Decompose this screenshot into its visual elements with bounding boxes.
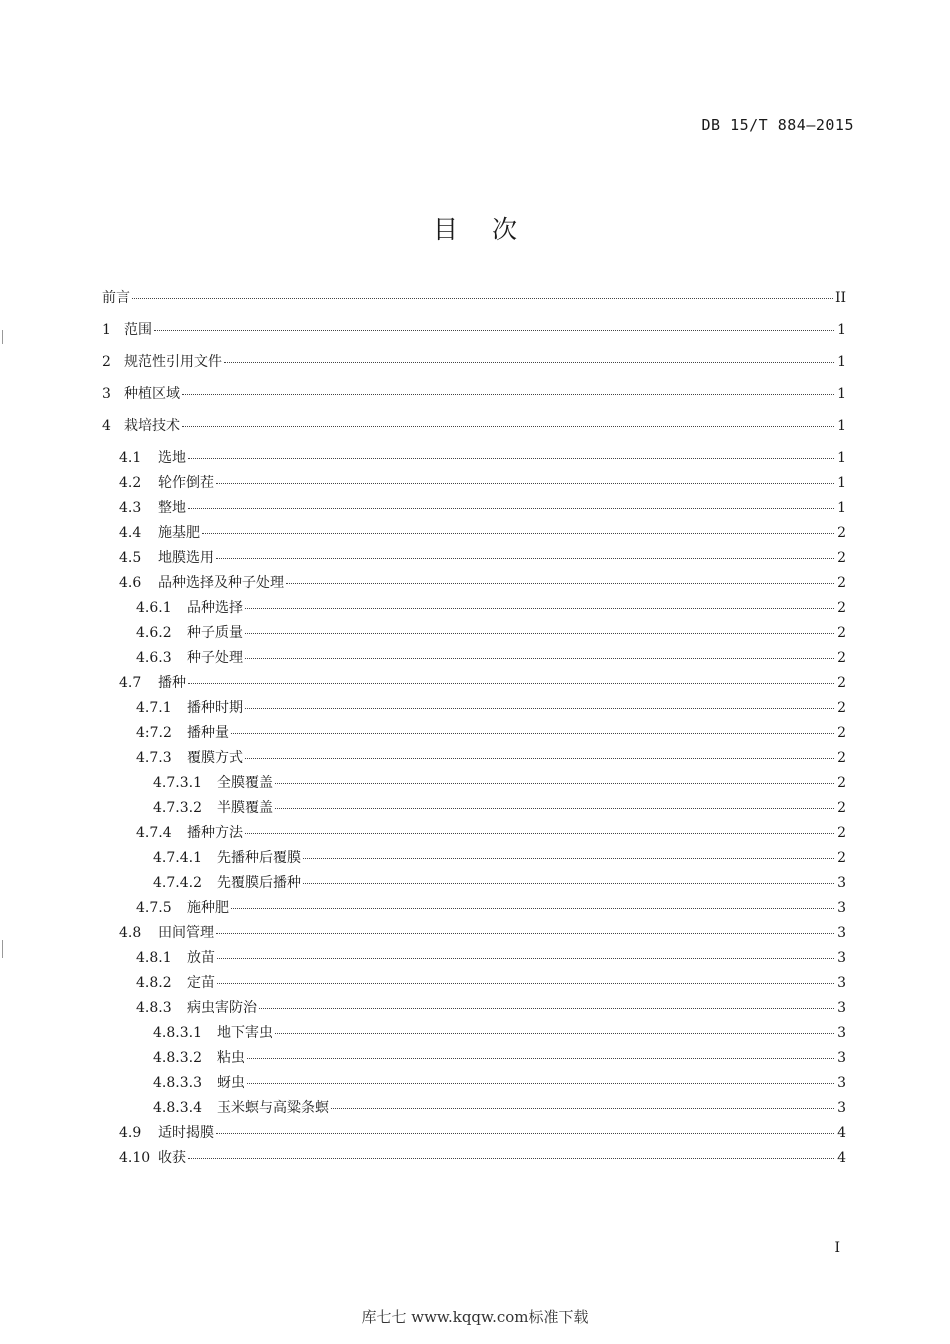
dot-leader — [224, 362, 834, 363]
toc-entry-title: 选地 — [158, 450, 186, 466]
table-of-contents — [102, 287, 846, 1172]
toc-entry-title: 施种肥 — [187, 900, 229, 916]
dot-leader — [202, 533, 834, 534]
toc-entry-title: 地膜选用 — [158, 550, 214, 566]
dot-leader — [245, 658, 834, 659]
toc-entry[interactable] — [102, 747, 846, 772]
toc-entry-page: 3 — [837, 1100, 846, 1116]
toc-entry[interactable] — [102, 472, 846, 497]
scan-edge-mark — [2, 330, 3, 344]
toc-entry-title: 播种时期 — [187, 700, 243, 716]
toc-entry-number: 4.6.3 — [136, 650, 172, 666]
toc-entry-title: 播种 — [158, 675, 186, 691]
toc-entry-page: 4 — [837, 1150, 846, 1166]
dot-leader — [216, 1133, 834, 1134]
toc-entry-number: 4.7.5 — [136, 900, 172, 916]
toc-entry[interactable] — [102, 922, 846, 947]
toc-entry[interactable] — [102, 351, 846, 383]
toc-entry-page: 3 — [837, 1000, 846, 1016]
dot-leader — [217, 958, 834, 959]
toc-entry-number: 4.8.1 — [136, 950, 172, 966]
toc-entry[interactable] — [102, 383, 846, 415]
toc-entry-title: 地下害虫 — [217, 1025, 273, 1041]
toc-entry-title: 种植区域 — [124, 386, 180, 402]
toc-entry-page: 2 — [837, 625, 846, 641]
toc-entry-page: 3 — [837, 1025, 846, 1041]
toc-entry-title: 施基肥 — [158, 525, 200, 541]
toc-entry-number: 4.8.3 — [136, 1000, 172, 1016]
toc-entry-page: 1 — [837, 500, 846, 516]
toc-entry-page: 3 — [837, 1050, 846, 1066]
toc-entry[interactable] — [102, 647, 846, 672]
toc-entry-title: 范围 — [124, 322, 152, 338]
footer-watermark: 库七七 www.kqqw.com标准下载 — [361, 1308, 589, 1326]
toc-entry-page: 2 — [837, 825, 846, 841]
dot-leader — [188, 1158, 834, 1159]
dot-leader — [245, 708, 834, 709]
toc-entry[interactable] — [102, 822, 846, 847]
dot-leader — [245, 608, 834, 609]
dot-leader — [245, 833, 834, 834]
dot-leader — [216, 933, 834, 934]
toc-entry-number: 4.1 — [119, 450, 142, 466]
toc-entry[interactable] — [102, 447, 846, 472]
toc-entry[interactable] — [102, 897, 846, 922]
toc-entry[interactable] — [102, 415, 846, 447]
dot-leader — [247, 1083, 834, 1084]
dot-leader — [275, 808, 834, 809]
toc-entry-page: 2 — [837, 550, 846, 566]
toc-entry[interactable] — [102, 1022, 846, 1047]
toc-entry-number: 4:7.2 — [136, 725, 172, 741]
toc-entry-number: 4.7.3 — [136, 750, 172, 766]
toc-entry-number: 4.7.3.2 — [153, 800, 202, 816]
toc-entry-page: 2 — [837, 650, 846, 666]
toc-entry-number: 1 — [102, 322, 111, 338]
dot-leader — [245, 633, 834, 634]
toc-entry[interactable] — [102, 572, 846, 597]
toc-entry-number: 4.6 — [119, 575, 142, 591]
toc-entry[interactable] — [102, 697, 846, 722]
toc-entry-number: 4.7.4 — [136, 825, 172, 841]
dot-leader — [132, 298, 833, 299]
dot-leader — [216, 483, 834, 484]
toc-entry[interactable] — [102, 1122, 846, 1147]
dot-leader — [231, 908, 834, 909]
toc-entry-title: 栽培技术 — [124, 418, 180, 434]
standard-code: DB 15/T 884—2015 — [701, 116, 854, 134]
toc-entry-title: 轮作倒茬 — [158, 475, 214, 491]
toc-entry[interactable] — [102, 797, 846, 822]
toc-entry-number: 4.10 — [119, 1150, 151, 1166]
toc-entry-page: 3 — [837, 900, 846, 916]
dot-leader — [247, 1058, 834, 1059]
dot-leader — [188, 683, 834, 684]
toc-entry[interactable] — [102, 597, 846, 622]
dot-leader — [231, 733, 834, 734]
toc-entry-page: 1 — [837, 418, 846, 434]
toc-entry[interactable] — [102, 1072, 846, 1097]
toc-entry-number: 4.6.2 — [136, 625, 172, 641]
toc-entry-number: 4.5 — [119, 550, 142, 566]
dot-leader — [182, 394, 834, 395]
toc-entry-page: 2 — [837, 725, 846, 741]
toc-entry-page: 3 — [837, 925, 846, 941]
dot-leader — [216, 558, 834, 559]
toc-entry[interactable] — [102, 1147, 846, 1172]
toc-entry-number: 4.3 — [119, 500, 142, 516]
toc-entry-title: 前言 — [102, 290, 130, 306]
toc-entry[interactable] — [102, 1047, 846, 1072]
toc-entry[interactable] — [102, 319, 846, 351]
dot-leader — [188, 508, 834, 509]
toc-entry[interactable] — [102, 622, 846, 647]
toc-entry-page: 2 — [837, 750, 846, 766]
toc-entry[interactable] — [102, 497, 846, 522]
dot-leader — [286, 583, 834, 584]
toc-entry-title: 种子处理 — [187, 650, 243, 666]
toc-entry-page: 1 — [837, 322, 846, 338]
toc-entry-title: 粘虫 — [217, 1050, 245, 1066]
toc-entry[interactable] — [102, 972, 846, 997]
toc-entry-page: 2 — [837, 675, 846, 691]
toc-entry-number: 3 — [102, 386, 111, 402]
toc-entry-number: 4.7.3.1 — [153, 775, 202, 791]
toc-entry-title: 种子质量 — [187, 625, 243, 641]
toc-entry-number: 4.2 — [119, 475, 142, 491]
toc-entry-number: 2 — [102, 354, 111, 370]
toc-entry[interactable] — [102, 287, 846, 319]
toc-entry-page: 2 — [837, 525, 846, 541]
toc-entry-page: 1 — [837, 354, 846, 370]
toc-entry[interactable] — [102, 772, 846, 797]
toc-entry-number: 4.7 — [119, 675, 142, 691]
toc-entry-title: 覆膜方式 — [187, 750, 243, 766]
toc-entry-number: 4.8.3.4 — [153, 1100, 202, 1116]
toc-entry-title: 蚜虫 — [217, 1075, 245, 1091]
toc-entry-page: 2 — [837, 775, 846, 791]
toc-entry-title: 田间管理 — [158, 925, 214, 941]
dot-leader — [188, 458, 834, 459]
toc-entry-page: 1 — [837, 475, 846, 491]
toc-entry-number: 4.7.4.1 — [153, 850, 202, 866]
toc-entry[interactable] — [102, 947, 846, 972]
toc-entry-page: 1 — [837, 450, 846, 466]
toc-entry-page: 4 — [837, 1125, 846, 1141]
toc-entry-title: 整地 — [158, 500, 186, 516]
toc-entry-number: 4.7.1 — [136, 700, 172, 716]
toc-entry-page: 2 — [837, 700, 846, 716]
dot-leader — [154, 330, 834, 331]
dot-leader — [303, 858, 834, 859]
toc-entry[interactable] — [102, 672, 846, 697]
dot-leader — [275, 1033, 834, 1034]
dot-leader — [182, 426, 834, 427]
toc-entry-number: 4.6.1 — [136, 600, 172, 616]
toc-entry-page: 3 — [837, 950, 846, 966]
toc-entry-title: 定苗 — [187, 975, 215, 991]
toc-entry[interactable] — [102, 872, 846, 897]
toc-entry[interactable] — [102, 722, 846, 747]
scan-edge-mark — [2, 940, 3, 958]
toc-entry-number: 4.8.3.3 — [153, 1075, 202, 1091]
toc-entry-title: 病虫害防治 — [187, 1000, 257, 1016]
toc-entry[interactable] — [102, 547, 846, 572]
dot-leader — [245, 758, 834, 759]
page-title: 目次 — [432, 215, 551, 244]
toc-entry-number: 4.4 — [119, 525, 142, 541]
toc-entry-page: 3 — [837, 875, 846, 891]
toc-entry-title: 先播种后覆膜 — [217, 850, 301, 866]
dot-leader — [259, 1008, 834, 1009]
toc-entry-page: 1 — [837, 386, 846, 402]
dot-leader — [275, 783, 834, 784]
toc-entry-title: 适时揭膜 — [158, 1125, 214, 1141]
toc-entry-page: 2 — [837, 800, 846, 816]
toc-entry[interactable] — [102, 522, 846, 547]
toc-entry-page: 2 — [837, 575, 846, 591]
toc-entry-title: 播种量 — [187, 725, 229, 741]
toc-entry-title: 玉米螟与高粱条螟 — [217, 1100, 329, 1116]
toc-entry-title: 全膜覆盖 — [217, 775, 273, 791]
dot-leader — [217, 983, 834, 984]
toc-entry-title: 规范性引用文件 — [124, 354, 222, 370]
toc-entry-title: 收获 — [158, 1150, 186, 1166]
toc-entry-number: 4 — [102, 418, 111, 434]
toc-entry-title: 先覆膜后播种 — [217, 875, 301, 891]
toc-entry[interactable] — [102, 1097, 846, 1122]
toc-entry-number: 4.8 — [119, 925, 142, 941]
toc-entry-page: 2 — [837, 850, 846, 866]
dot-leader — [331, 1108, 834, 1109]
toc-entry[interactable] — [102, 847, 846, 872]
toc-entry[interactable] — [102, 997, 846, 1022]
toc-entry-title: 品种选择 — [187, 600, 243, 616]
toc-entry-page: II — [834, 290, 846, 306]
toc-entry-number: 4.8.2 — [136, 975, 172, 991]
toc-entry-page: 3 — [837, 975, 846, 991]
toc-entry-number: 4.8.3.2 — [153, 1050, 202, 1066]
toc-entry-page: 2 — [837, 600, 846, 616]
toc-entry-page: 3 — [837, 1075, 846, 1091]
toc-entry-number: 4.9 — [119, 1125, 142, 1141]
toc-entry-title: 播种方法 — [187, 825, 243, 841]
toc-entry-title: 放苗 — [187, 950, 215, 966]
dot-leader — [303, 883, 834, 884]
toc-entry-number: 4.7.4.2 — [153, 875, 202, 891]
toc-entry-title: 半膜覆盖 — [217, 800, 273, 816]
toc-entry-title: 品种选择及种子处理 — [158, 575, 284, 591]
toc-entry-number: 4.8.3.1 — [153, 1025, 202, 1041]
page-number: I — [834, 1240, 840, 1256]
